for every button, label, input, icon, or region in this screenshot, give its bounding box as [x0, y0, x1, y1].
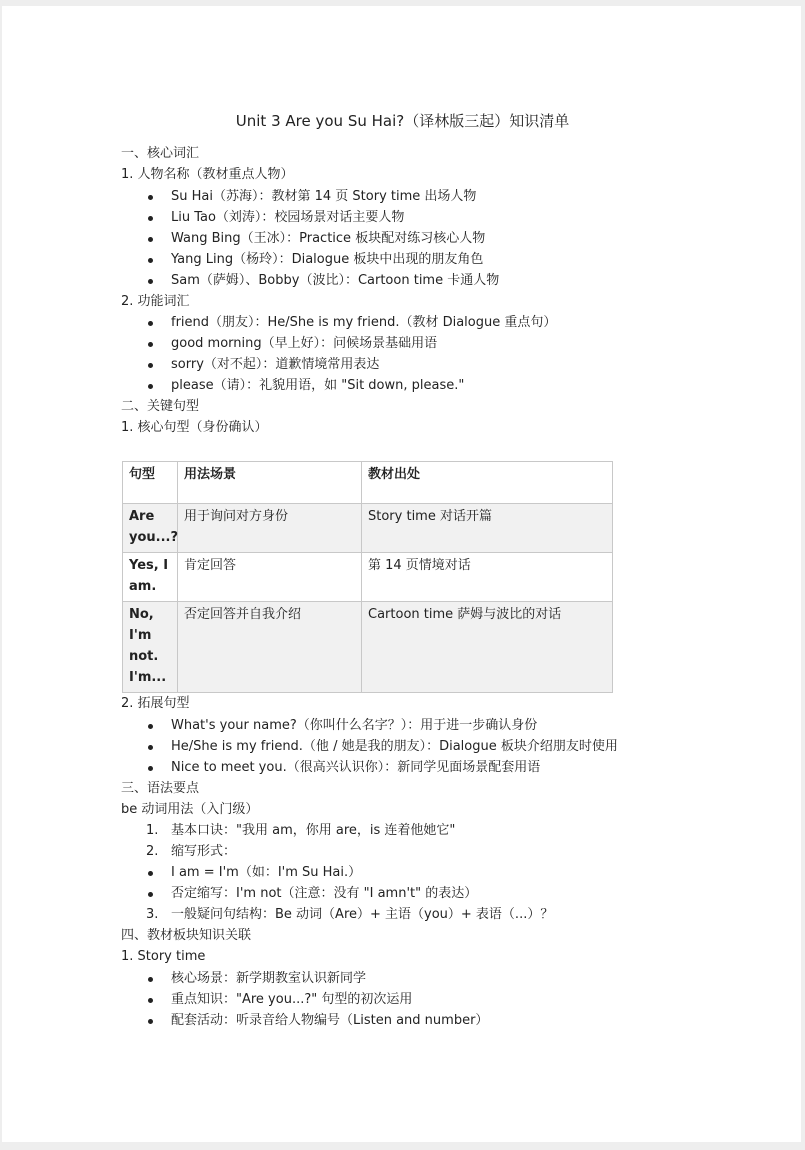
table-cell: 用于询问对方身份 [178, 504, 362, 553]
subsection-people-heading: 1. 人物名称（教材重点人物） [121, 167, 294, 182]
table-cell: Story time 对话开篇 [362, 504, 613, 553]
table-cell: 肯定回答 [178, 553, 362, 602]
subsection-core-sentences-heading: 1. 核心句型（身份确认） [121, 420, 268, 435]
numbered-item [146, 822, 456, 840]
document-title: Unit 3 Are you Su Hai?（译林版三起）知识清单 [235, 112, 570, 130]
table-header-cell: 教材出处 [362, 462, 613, 504]
subsection-be-verb-heading: be 动词用法（入门级） [121, 802, 259, 817]
section-3-heading: 三、语法要点 [121, 781, 200, 796]
table-header-cell: 句型 [123, 462, 178, 504]
subsection-story-time-heading: 1. Story time [121, 949, 206, 964]
table-row [123, 602, 613, 693]
table-cell: Yes, I am. [123, 553, 178, 602]
item-number: 3. [146, 907, 159, 922]
table-cell: 第 14 页情境对话 [362, 553, 613, 602]
list-item: Liu Tao（刘涛）：校园场景对话主要人物 [171, 210, 405, 225]
list-item: 重点知识："Are you...?" 句型的初次运用 [171, 992, 413, 1007]
item-text: 一般疑问句结构：Be 动词（Are）+ 主语（you）+ 表语（...）？ [171, 907, 554, 922]
table-row [123, 553, 613, 602]
section-4-heading: 四、教材板块知识关联 [121, 928, 252, 943]
list-item: sorry（对不起）：道歉情境常用表达 [171, 357, 380, 372]
list-item: friend（朋友）：He/She is my friend.（教材 Dialogue 重点句） [171, 315, 557, 330]
list-item: Yang Ling（杨玲）：Dialogue 板块中出现的朋友角色 [171, 252, 484, 267]
table-header-cell: 用法场景 [178, 462, 362, 504]
table-cell: Are you...? [123, 504, 178, 553]
item-text: 基本口诀："我用 am，你用 are，is 连着他她它" [171, 823, 456, 838]
subsection-words-heading: 2. 功能词汇 [121, 294, 190, 309]
list-item: What's your name?（你叫什么名字？）：用于进一步确认身份 [171, 718, 538, 733]
table-row [123, 504, 613, 553]
table-cell: Cartoon time 萨姆与波比的对话 [362, 602, 613, 693]
numbered-item [146, 843, 237, 861]
item-number: 1. [146, 823, 159, 838]
numbered-item [146, 906, 554, 924]
list-item: 配套活动：听录音给人物编号（Listen and number） [171, 1013, 489, 1028]
item-number: 2. [146, 844, 159, 859]
list-item: He/She is my friend.（他 / 她是我的朋友）：Dialogue 板块介绍朋友时使用 [171, 739, 618, 754]
list-item: please（请）：礼貌用语，如 "Sit down, please." [171, 378, 465, 393]
table-cell: 否定回答并自我介绍 [178, 602, 362, 693]
list-item: 否定缩写：I'm not（注意：没有 "I amn't" 的表达） [171, 886, 478, 901]
list-item: Wang Bing（王冰）：Practice 板块配对练习核心人物 [171, 231, 486, 246]
sentence-table [122, 461, 613, 693]
list-item: Sam（萨姆）、Bobby（波比）：Cartoon time 卡通人物 [171, 273, 500, 288]
table-header-row [123, 462, 613, 504]
list-item: Su Hai（苏海）：教材第 14 页 Story time 出场人物 [171, 189, 477, 204]
item-text: 缩写形式： [171, 844, 237, 859]
section-2-heading: 二、关键句型 [121, 399, 200, 414]
table-cell: No, I'm not. I'm... [123, 602, 178, 693]
list-item: Nice to meet you.（很高兴认识你）：新同学见面场景配套用语 [171, 760, 541, 775]
list-item: good morning（早上好）：问候场景基础用语 [171, 336, 438, 351]
subsection-extended-heading: 2. 拓展句型 [121, 696, 190, 711]
list-item: 核心场景：新学期教室认识新同学 [171, 971, 367, 986]
list-item: I am = I'm（如：I'm Su Hai.） [171, 865, 362, 880]
section-1-heading: 一、核心词汇 [121, 146, 200, 161]
